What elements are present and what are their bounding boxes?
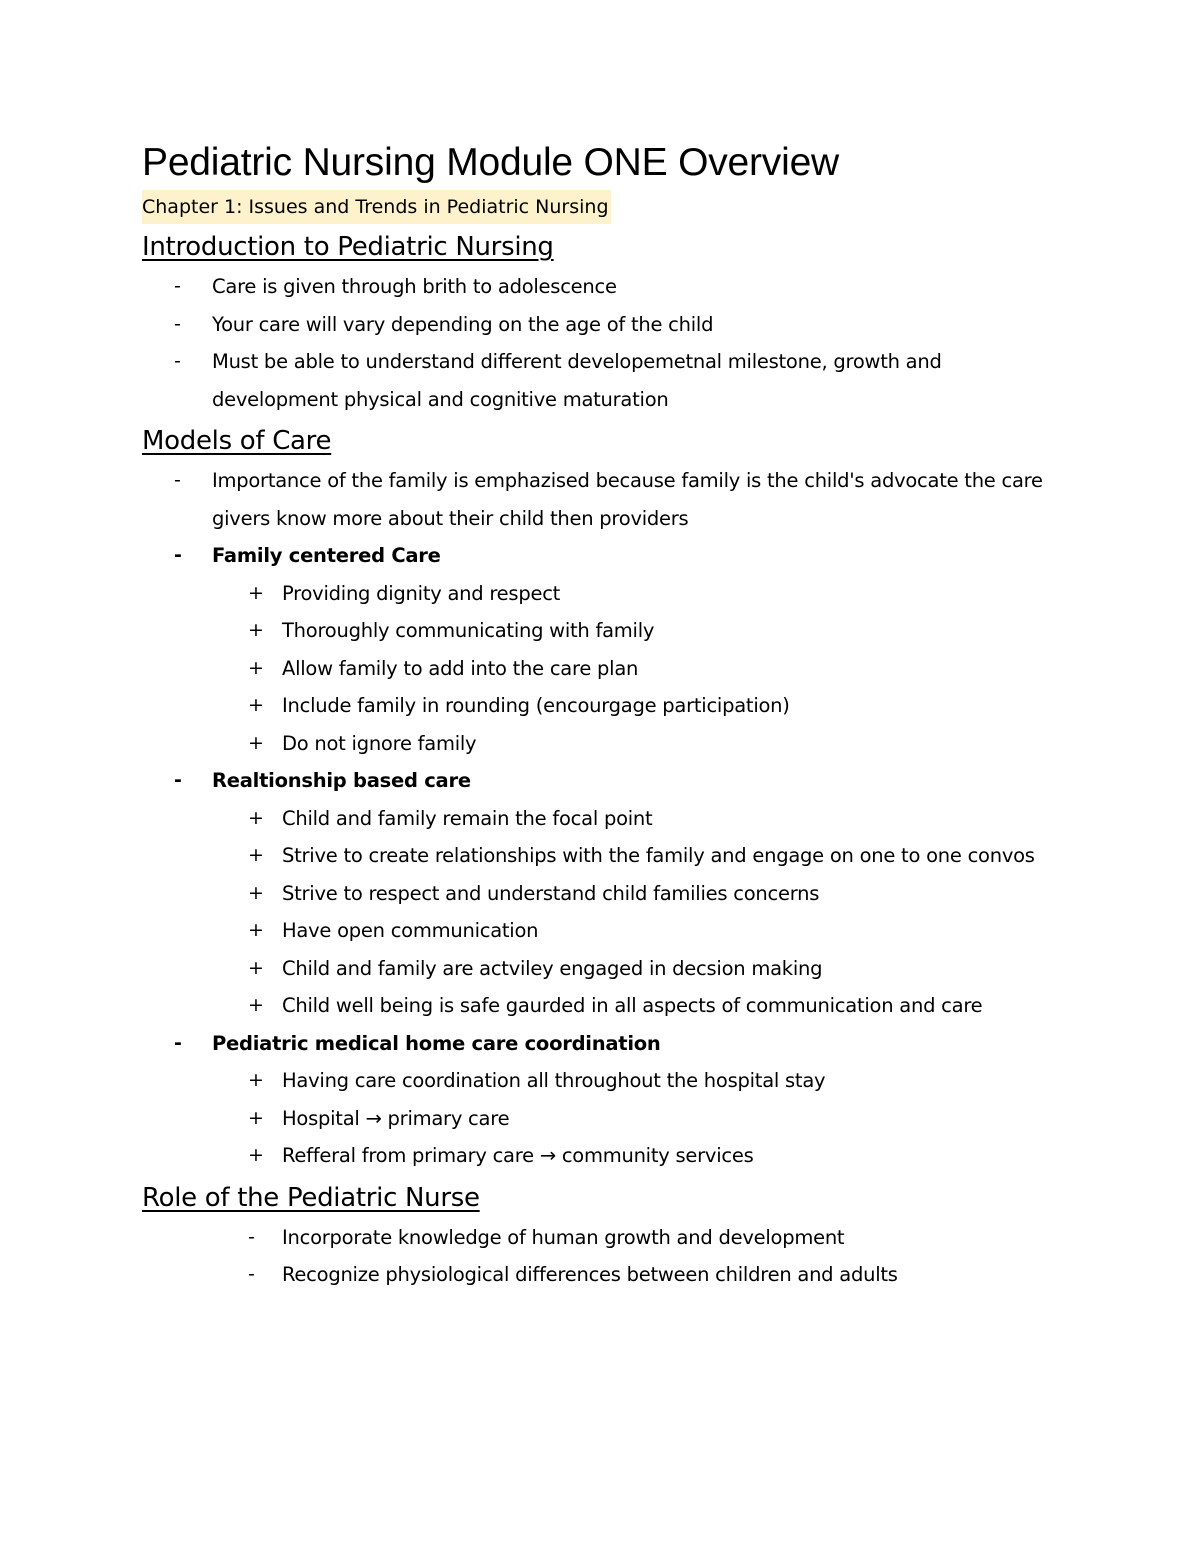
bullet-marker: - <box>174 350 181 372</box>
group-title-relationship-based-care: - Realtionship based care <box>142 762 1052 800</box>
introduction-list <box>142 268 1052 418</box>
list-subitem: + Have open communication <box>142 912 1052 950</box>
section-heading-introduction: Introduction to Pediatric Nursing <box>142 232 554 262</box>
plus-marker: + <box>248 581 264 604</box>
role-list <box>142 1219 1052 1294</box>
plus-marker: + <box>248 844 264 866</box>
list-subitem: + Thoroughly communicating with family <box>142 612 1052 650</box>
list-subitem: + Child and family remain the focal point <box>142 800 1052 838</box>
plus-marker: + <box>248 881 264 904</box>
list-subitem: + Having care coordination all throughout the hospital stay <box>142 1062 1052 1100</box>
plus-marker: + <box>248 994 264 1016</box>
list-item: - Your care will vary depending on the age of the child <box>142 306 1052 344</box>
plus-marker: + <box>248 1144 264 1166</box>
bullet-marker: - <box>174 275 181 297</box>
list-item: - Must be able to understand different developemetnal milestone, growth and development physical and cognitive maturation <box>142 343 1052 418</box>
document-title: Pediatric Nursing Module ONE Overview <box>142 141 840 184</box>
models-list <box>142 462 1052 1175</box>
list-subitem: + Hospital → primary care <box>142 1100 1052 1138</box>
plus-marker: + <box>248 919 264 941</box>
list-subitem: + Allow family to add into the care plan <box>142 650 1052 688</box>
bullet-marker: - <box>174 469 181 491</box>
plus-marker: + <box>248 956 264 979</box>
plus-marker: + <box>248 1106 264 1129</box>
group-title-family-centered-care: - Family centered Care <box>142 537 1052 575</box>
bullet-marker: - <box>248 1225 255 1248</box>
bullet-marker: - <box>174 544 182 566</box>
list-subitem: + Include family in rounding (encourgage participation) <box>142 687 1052 725</box>
plus-marker: + <box>248 806 264 829</box>
list-item: - Recognize physiological differences between children and adults <box>142 1256 1052 1294</box>
list-subitem: + Strive to respect and understand child families concerns <box>142 875 1052 913</box>
bullet-marker: - <box>248 1263 255 1285</box>
section-heading-models-of-care: Models of Care <box>142 426 332 456</box>
plus-marker: + <box>248 694 264 716</box>
list-subitem: + Providing dignity and respect <box>142 575 1052 613</box>
list-subitem: + Child and family are actviley engaged in decsion making <box>142 950 1052 988</box>
plus-marker: + <box>248 1069 264 1091</box>
section-models-of-care <box>142 420 1052 1175</box>
list-item: - Care is given through brith to adolescence <box>142 268 1052 306</box>
document-page <box>142 138 1052 1294</box>
bullet-marker: - <box>174 312 181 335</box>
plus-marker: + <box>248 656 264 679</box>
bullet-marker: - <box>174 1031 182 1054</box>
list-item: - Incorporate knowledge of human growth and development <box>142 1219 1052 1257</box>
bullet-marker: - <box>174 769 182 791</box>
plus-marker: + <box>248 619 264 641</box>
list-subitem: + Refferal from primary care → community services <box>142 1137 1052 1175</box>
plus-marker: + <box>248 731 264 754</box>
list-item: - Importance of the family is emphazised because family is the child's advocate the care givers know more about their child then providers <box>142 462 1052 537</box>
list-subitem: + Do not ignore family <box>142 725 1052 763</box>
chapter-subtitle: Chapter 1: Issues and Trends in Pediatric Nursing <box>142 190 611 224</box>
list-subitem: + Strive to create relationships with the family and engage on one to one convos <box>142 837 1052 875</box>
list-subitem: + Child well being is safe gaurded in all aspects of communication and care <box>142 987 1052 1025</box>
section-heading-role-of-nurse: Role of the Pediatric Nurse <box>142 1182 480 1213</box>
section-introduction <box>142 226 1052 418</box>
section-role-of-nurse <box>142 1177 1052 1294</box>
group-title-medical-home-care-coordination: - Pediatric medical home care coordination <box>142 1025 1052 1063</box>
